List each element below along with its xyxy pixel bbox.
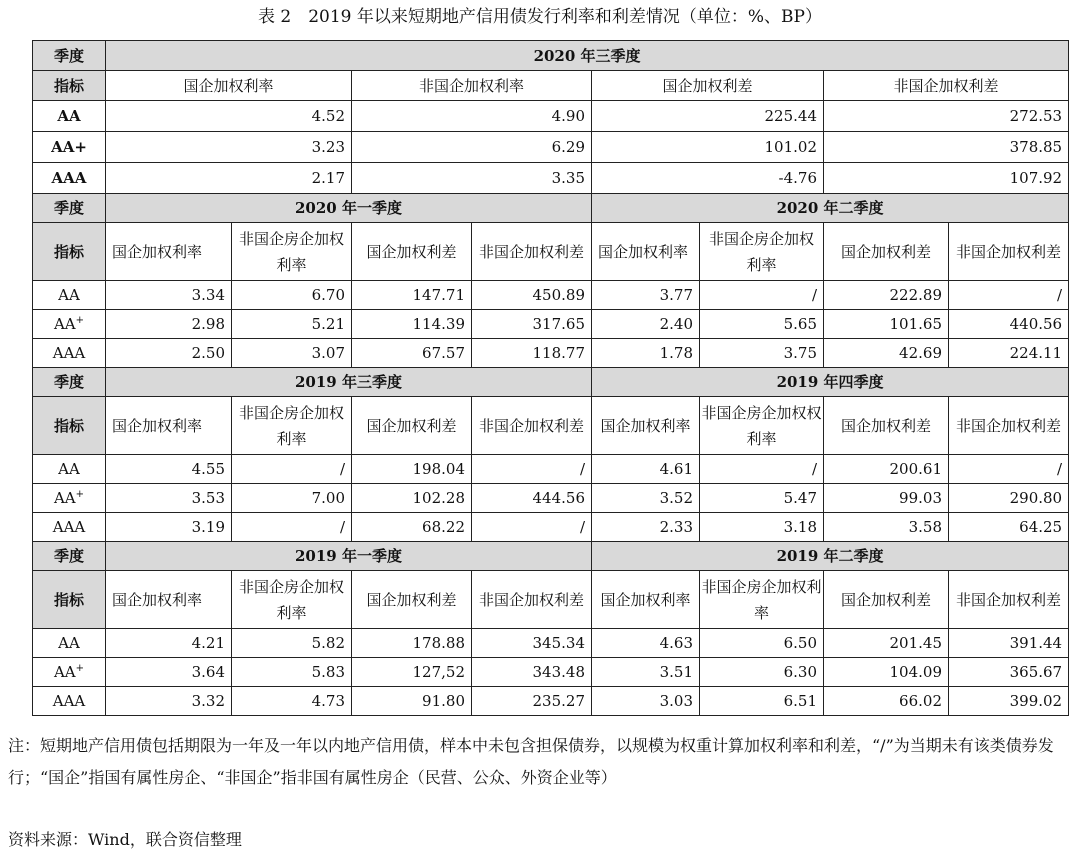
cell-value: 224.11	[949, 339, 1069, 368]
cell-value: /	[700, 281, 824, 310]
quarter-label: 季度	[33, 194, 106, 223]
cell-value: 6.70	[232, 281, 352, 310]
rating-label	[33, 310, 106, 339]
cell-value: 3.53	[106, 484, 232, 513]
cell-value: 391.44	[949, 629, 1069, 658]
cell-value: 3.52	[592, 484, 700, 513]
table-note: 注：短期地产信用债包括期限为一年及一年以内地产信用债，样本中未包含担保债券，以规模为权重计算加权利率和利差，“/”为当期未有该类债券发行；“国企”指国有属性房企、“非国企”指非国有属性房企（民营、公众、外资企业等）	[8, 736, 1054, 787]
cell-value: 222.89	[824, 281, 949, 310]
cell-value: 3.58	[824, 513, 949, 542]
quarter-title: 2020 年三季度	[106, 41, 1069, 71]
cell-value: 5.47	[700, 484, 824, 513]
rating-text: AAA	[52, 518, 86, 536]
cell-value: 127,52	[352, 658, 472, 687]
rating-label	[33, 687, 106, 716]
quarter-title: 2019 年四季度	[592, 368, 1069, 397]
quarter-label: 季度	[33, 41, 106, 71]
cell-value: /	[472, 513, 592, 542]
cell-value: 1.78	[592, 339, 700, 368]
indicator-header-row	[33, 397, 1069, 455]
cell-value: 42.69	[824, 339, 949, 368]
cell-value: 4.61	[592, 455, 700, 484]
column-header: 非国企房企加权利率	[700, 571, 824, 629]
cell-value: 235.27	[472, 687, 592, 716]
indicator-label: 指标	[33, 71, 106, 101]
rating-text: AA	[53, 489, 76, 507]
table-row	[33, 513, 1069, 542]
rating-text: AA	[53, 663, 76, 681]
quarter-label: 季度	[33, 368, 106, 397]
indicator-header-row	[33, 571, 1069, 629]
column-header: 非国企加权利率	[352, 71, 592, 101]
cell-value: 6.29	[352, 132, 592, 163]
quarter-title: 2020 年一季度	[106, 194, 592, 223]
rating-label	[33, 513, 106, 542]
column-header: 非国企加权利差	[824, 71, 1069, 101]
cell-value: 178.88	[352, 629, 472, 658]
cell-value: /	[949, 455, 1069, 484]
cell-value: 2.40	[592, 310, 700, 339]
table-row	[33, 281, 1069, 310]
rating-label	[33, 281, 106, 310]
column-header: 国企加权利率	[106, 397, 232, 455]
table-row	[33, 339, 1069, 368]
rating-sup: +	[75, 663, 85, 674]
cell-value: 198.04	[352, 455, 472, 484]
cell-value: 2.50	[106, 339, 232, 368]
cell-value: 64.25	[949, 513, 1069, 542]
table-title: 表 2 2019 年以来短期地产信用债发行利率和利差情况（单位：%、BP）	[258, 7, 822, 27]
cell-value: 68.22	[352, 513, 472, 542]
cell-value: 2.17	[106, 163, 352, 194]
column-header: 非国企加权利差	[472, 223, 592, 281]
section-header-row	[33, 194, 1069, 223]
rating-sup: +	[75, 489, 85, 500]
cell-value: 7.00	[232, 484, 352, 513]
column-header: 国企加权利率	[106, 571, 232, 629]
cell-value: -4.76	[592, 163, 824, 194]
column-header: 国企加权利差	[352, 397, 472, 455]
column-header: 非国企加权利差	[949, 397, 1069, 455]
quarter-label: 季度	[33, 542, 106, 571]
section-header-row	[33, 542, 1069, 571]
cell-value: 200.61	[824, 455, 949, 484]
cell-value: 4.90	[352, 101, 592, 132]
column-header: 非国企加权利差	[472, 571, 592, 629]
cell-value: /	[232, 455, 352, 484]
cell-value: 3.32	[106, 687, 232, 716]
cell-value: /	[472, 455, 592, 484]
column-header: 国企加权利率	[592, 571, 700, 629]
cell-value: 4.55	[106, 455, 232, 484]
column-header: 非国企房企加权利率	[232, 223, 352, 281]
quarter-title: 2019 年三季度	[106, 368, 592, 397]
cell-value: 6.51	[700, 687, 824, 716]
cell-value: 114.39	[352, 310, 472, 339]
data-source: 资料来源：Wind，联合资信整理	[8, 830, 242, 849]
cell-value: 345.34	[472, 629, 592, 658]
cell-value: 444.56	[472, 484, 592, 513]
column-header: 国企加权利差	[352, 571, 472, 629]
indicator-header-row	[33, 71, 1069, 101]
column-header: 非国企加权利差	[949, 223, 1069, 281]
section-header-row	[33, 368, 1069, 397]
column-header: 非国企房企加权利率	[232, 571, 352, 629]
rating-label	[33, 339, 106, 368]
table-row	[33, 310, 1069, 339]
cell-value: /	[232, 513, 352, 542]
cell-value: 5.21	[232, 310, 352, 339]
indicator-label: 指标	[33, 223, 106, 281]
column-header: 国企加权利差	[352, 223, 472, 281]
cell-value: 3.07	[232, 339, 352, 368]
cell-value: 4.63	[592, 629, 700, 658]
cell-value: 440.56	[949, 310, 1069, 339]
rating-sup: +	[75, 315, 85, 326]
cell-value: 67.57	[352, 339, 472, 368]
cell-value: 3.64	[106, 658, 232, 687]
table-row	[33, 455, 1069, 484]
cell-value: 3.34	[106, 281, 232, 310]
indicator-header-row	[33, 223, 1069, 281]
cell-value: 378.85	[824, 132, 1069, 163]
cell-value: 2.33	[592, 513, 700, 542]
column-header: 国企加权利差	[824, 223, 949, 281]
cell-value: 4.52	[106, 101, 352, 132]
cell-value: 201.45	[824, 629, 949, 658]
cell-value: 365.67	[949, 658, 1069, 687]
table-row	[33, 163, 1069, 194]
quarter-title: 2019 年一季度	[106, 542, 592, 571]
table-row	[33, 101, 1069, 132]
cell-value: 101.02	[592, 132, 824, 163]
table-row	[33, 658, 1069, 687]
cell-value: 101.65	[824, 310, 949, 339]
section-header-row	[33, 41, 1069, 71]
column-header: 国企加权利差	[824, 571, 949, 629]
rating-text: AA	[58, 634, 80, 652]
cell-value: 3.03	[592, 687, 700, 716]
column-header: 国企加权利率	[592, 223, 700, 281]
column-header: 非国企房企加权利率	[232, 397, 352, 455]
quarter-title: 2019 年二季度	[592, 542, 1069, 571]
column-header: 国企加权利率	[106, 71, 352, 101]
cell-value: 2.98	[106, 310, 232, 339]
column-header: 国企加权利差	[592, 71, 824, 101]
column-header: 国企加权利率	[592, 397, 700, 455]
cell-value: 3.18	[700, 513, 824, 542]
cell-value: 102.28	[352, 484, 472, 513]
cell-value: /	[949, 281, 1069, 310]
cell-value: 5.83	[232, 658, 352, 687]
rate-spread-table	[32, 40, 1069, 716]
rating-text: AA	[53, 315, 76, 333]
table-row	[33, 484, 1069, 513]
cell-value: 91.80	[352, 687, 472, 716]
table-row	[33, 629, 1069, 658]
column-header: 国企加权利差	[824, 397, 949, 455]
cell-value: 343.48	[472, 658, 592, 687]
cell-value: 6.30	[700, 658, 824, 687]
cell-value: 147.71	[352, 281, 472, 310]
cell-value: /	[700, 455, 824, 484]
rating-text: AAA	[52, 692, 86, 710]
cell-value: 399.02	[949, 687, 1069, 716]
cell-value: 5.82	[232, 629, 352, 658]
cell-value: 290.80	[949, 484, 1069, 513]
rating-text: AA	[58, 460, 80, 478]
rating-label: AA+	[33, 132, 106, 163]
column-header: 非国企加权利差	[949, 571, 1069, 629]
cell-value: 272.53	[824, 101, 1069, 132]
rating-label	[33, 658, 106, 687]
cell-value: 99.03	[824, 484, 949, 513]
cell-value: 107.92	[824, 163, 1069, 194]
rating-label: AA	[33, 101, 106, 132]
table-row	[33, 687, 1069, 716]
cell-value: 450.89	[472, 281, 592, 310]
rating-label	[33, 455, 106, 484]
indicator-label: 指标	[33, 397, 106, 455]
rating-label	[33, 629, 106, 658]
column-header: 非国企房企加权利率	[700, 223, 824, 281]
cell-value: 4.73	[232, 687, 352, 716]
cell-value: 3.19	[106, 513, 232, 542]
cell-value: 3.77	[592, 281, 700, 310]
quarter-title: 2020 年二季度	[592, 194, 1069, 223]
cell-value: 317.65	[472, 310, 592, 339]
rating-text: AA	[58, 286, 80, 304]
cell-value: 225.44	[592, 101, 824, 132]
cell-value: 118.77	[472, 339, 592, 368]
rating-label	[33, 484, 106, 513]
indicator-label: 指标	[33, 571, 106, 629]
cell-value: 3.23	[106, 132, 352, 163]
cell-value: 5.65	[700, 310, 824, 339]
rating-label: AAA	[33, 163, 106, 194]
cell-value: 3.75	[700, 339, 824, 368]
cell-value: 3.51	[592, 658, 700, 687]
cell-value: 104.09	[824, 658, 949, 687]
column-header: 非国企房企加权权利率	[700, 397, 824, 455]
column-header: 非国企加权利差	[472, 397, 592, 455]
cell-value: 6.50	[700, 629, 824, 658]
cell-value: 66.02	[824, 687, 949, 716]
rating-text: AAA	[52, 344, 86, 362]
table-row	[33, 132, 1069, 163]
column-header: 国企加权利率	[106, 223, 232, 281]
cell-value: 4.21	[106, 629, 232, 658]
cell-value: 3.35	[352, 163, 592, 194]
